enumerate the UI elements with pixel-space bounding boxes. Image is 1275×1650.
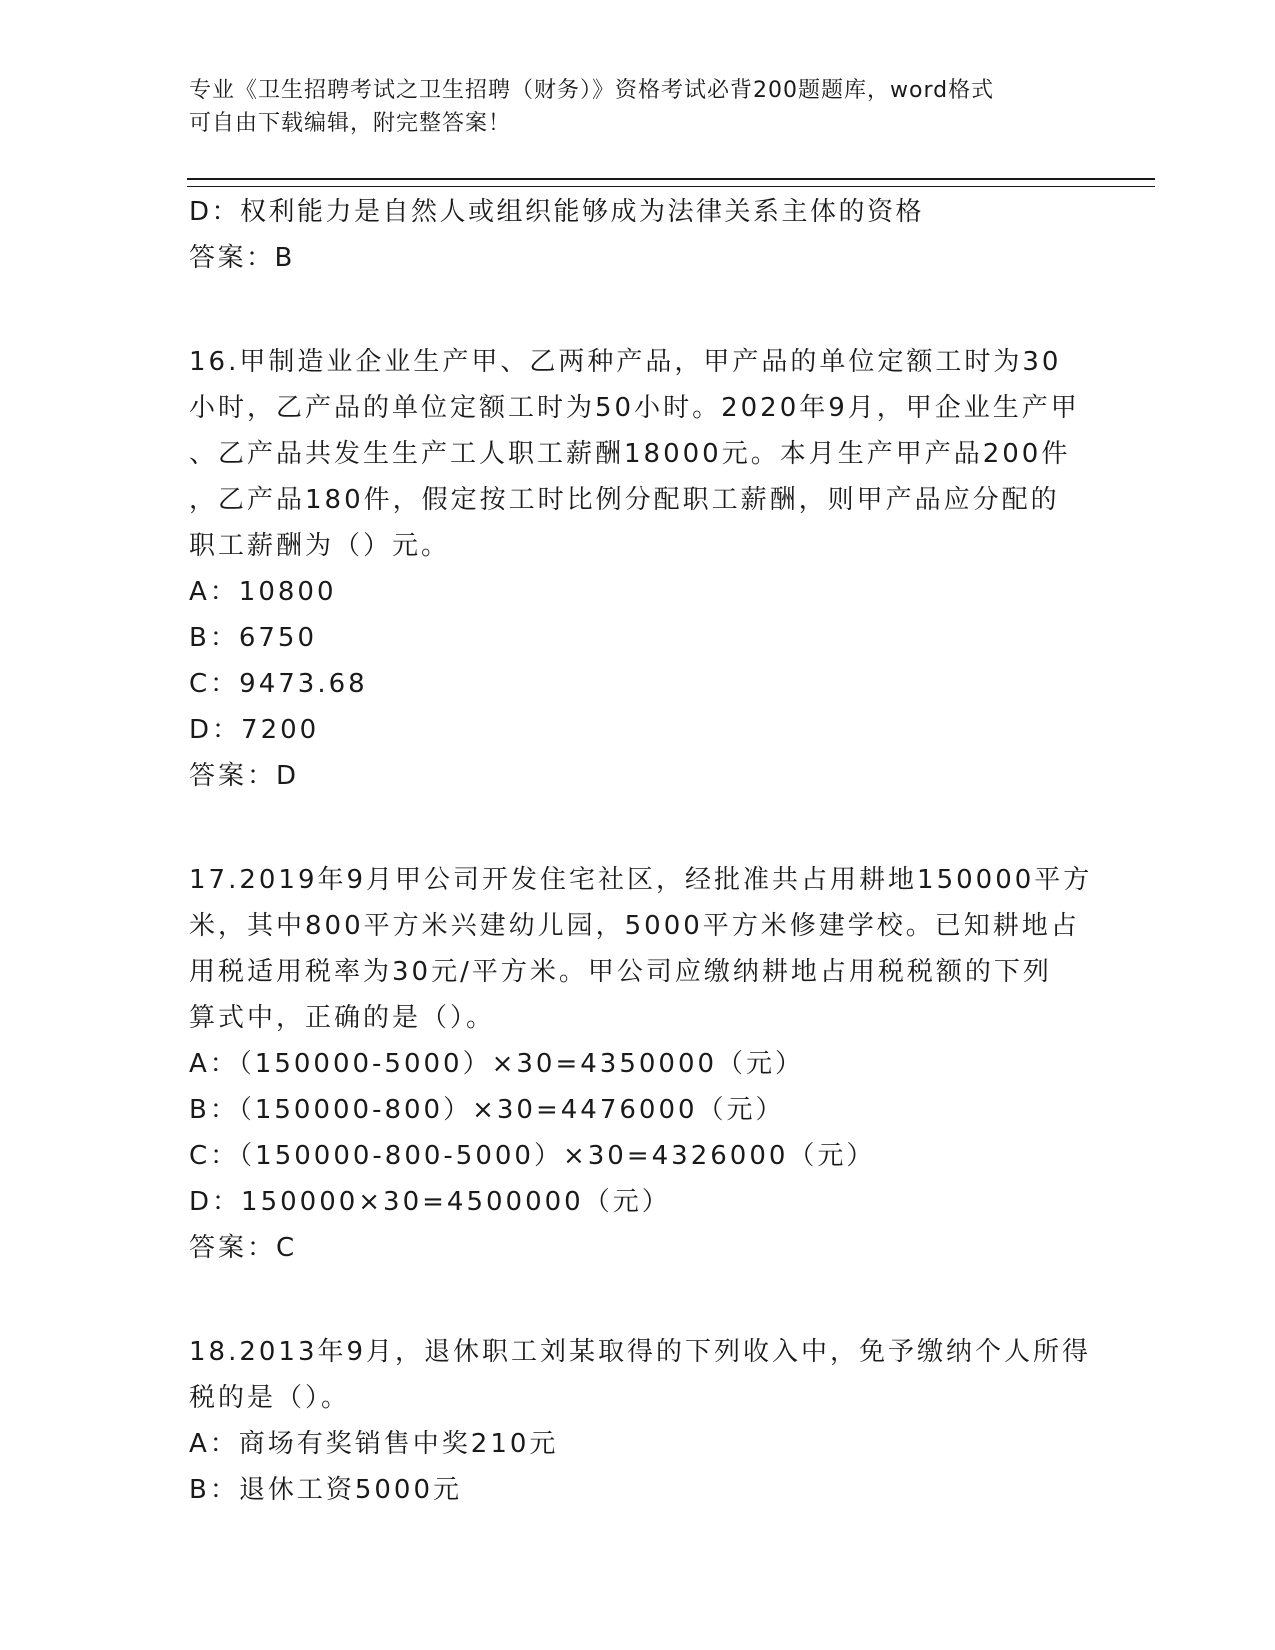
- question-16: [189, 339, 1089, 799]
- spacer: [189, 1271, 1089, 1329]
- option-a: A：10800: [189, 577, 337, 607]
- answer: 答案：B: [189, 243, 295, 273]
- header-line-2: 可自由下载编辑，附完整答案！: [189, 111, 512, 136]
- question-text-line: 税的是（）。: [189, 1383, 351, 1413]
- question-text-line: 用税适用税率为30元/平方米。甲公司应缴纳耕地占用税税额的下列: [189, 957, 1052, 987]
- question-text-line: 职工薪酬为（）元。: [189, 531, 451, 561]
- option-a: A：商场有奖销售中奖210元: [189, 1429, 559, 1459]
- question-text-line: 17.2019年9月甲公司开发住宅社区，经批准共占用耕地150000平方: [189, 865, 1093, 895]
- option-c: C：（150000-800-5000）×30=4326000（元）: [189, 1141, 876, 1171]
- document-header: [189, 74, 1069, 140]
- question-text-line: 18.2013年9月，退休职工刘某取得的下列收入中，免予缴纳个人所得: [189, 1337, 1092, 1367]
- question-text-line: 、乙产品共发生生产工人职工薪酬18000元。本月生产甲产品200件: [189, 439, 1071, 469]
- question-text-line: 16.甲制造业企业生产甲、乙两种产品，甲产品的单位定额工时为30: [189, 347, 1062, 377]
- option-a: A：（150000-5000）×30=4350000（元）: [189, 1049, 805, 1079]
- question-text-line: 米，其中800平方米兴建幼儿园，5000平方米修建学校。已知耕地占: [189, 911, 1080, 941]
- option-d: D：权利能力是自然人或组织能够成为法律关系主体的资格: [189, 197, 925, 227]
- question-15-tail: [189, 189, 1089, 281]
- option-b: B：6750: [189, 623, 318, 653]
- option-d: D：7200: [189, 715, 320, 745]
- option-b: B：（150000-800）×30=4476000（元）: [189, 1095, 785, 1125]
- option-d: D：150000×30=4500000（元）: [189, 1187, 671, 1217]
- option-c: C：9473.68: [189, 669, 368, 699]
- question-18: [189, 1329, 1092, 1513]
- question-17: [189, 857, 1093, 1271]
- answer: 答案：C: [189, 1233, 298, 1263]
- question-text-line: 小时，乙产品的单位定额工时为50小时。2020年9月，甲企业生产甲: [189, 393, 1080, 423]
- document-body: [189, 189, 1093, 1513]
- question-text-line: 算式中，正确的是（）。: [189, 1003, 496, 1033]
- header-line-1: 专业《卫生招聘考试之卫生招聘（财务）》资格考试必背200题题库，word格式: [189, 78, 995, 103]
- header-divider: [187, 178, 1155, 187]
- option-b: B：退休工资5000元: [189, 1475, 463, 1505]
- spacer: [189, 281, 1089, 339]
- spacer: [189, 799, 1089, 857]
- question-text-line: ，乙产品180件，假定按工时比例分配职工薪酬，则甲产品应分配的: [189, 485, 1060, 515]
- answer: 答案：D: [189, 761, 300, 791]
